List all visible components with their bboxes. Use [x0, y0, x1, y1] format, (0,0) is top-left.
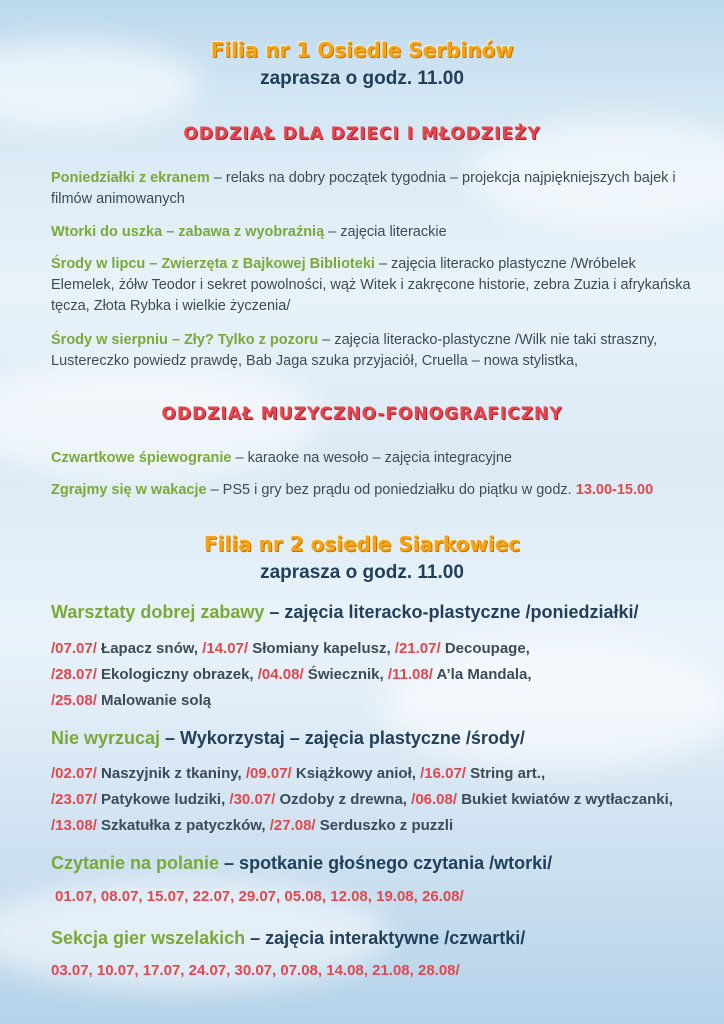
heading-desc: – spotkanie głośnego czytania /wtorki/ — [219, 853, 553, 873]
entry: Słomiany kapelusz, — [248, 640, 395, 657]
entry: Książkowy anioł, — [291, 765, 421, 782]
item-name: Wtorki do uszka – zabawa z wyobraźnią — [51, 224, 325, 240]
item-text: – relaks na dobry początek tygodnia – projekcja najpiękniejszych bajek i filmów animowanych — [51, 170, 676, 207]
item-name: Zgrajmy się w wakacje — [51, 482, 207, 498]
list-item — [51, 254, 691, 317]
list-item — [51, 222, 691, 243]
entry: String art., — [465, 765, 546, 782]
date: /11.08/ — [387, 666, 433, 683]
filia1-title: Filia nr 1 Osiedle Serbinów — [210, 38, 514, 62]
item-text: – PS5 i gry bez prądu od poniedziałku do piątku w godz. — [206, 482, 576, 498]
date: /04.08/ — [257, 666, 304, 683]
item-text: – zajęcia literackie — [324, 224, 447, 240]
music-section-title: ODDZIAŁ MUZYCZNO-FONOGRAFICZNY — [161, 404, 563, 424]
entry: Naszyjnik z tkaniny, — [96, 765, 246, 782]
item-name: Czwartkowe śpiewogranie — [51, 450, 232, 466]
schedule-list — [51, 636, 691, 714]
entry: Decoupage, — [440, 640, 530, 657]
gry-heading — [51, 928, 691, 949]
kids-section-title: ODDZIAŁ DLA DZIECI I MŁODZIEŻY — [183, 124, 541, 144]
item-text: – zajęcia literacko plastyczne /Wróbelek Elemelek, żółw Teodor i sekret powolności, wąż Witek i zakręcone historie, zebra Zuzia i afrykańska tęcza, Złota Rybka i wielkie życzenia/ — [51, 256, 691, 314]
date: /30.07/ — [229, 791, 276, 808]
date: /23.07/ — [51, 791, 97, 808]
schedule-list — [51, 761, 691, 839]
list-item — [51, 330, 691, 372]
entry: Serduszko z puzzli — [315, 817, 454, 834]
czytanie-dates: 01.07, 08.07, 15.07, 22.07, 29.07, 05.08, 12.08, 19.08, 26.08/ — [55, 888, 464, 905]
item-name: Poniedziałki z ekranem — [51, 170, 210, 186]
entry: Ekologiczny obrazek, — [96, 666, 258, 683]
date: /28.07/ — [51, 666, 97, 683]
list-item — [51, 480, 691, 501]
date: /07.07/ — [51, 640, 97, 657]
warsztaty-heading — [51, 602, 691, 623]
heading-name: Czytanie na polanie — [51, 853, 220, 873]
czytanie-heading — [51, 853, 691, 874]
date: /02.07/ — [51, 765, 97, 782]
heading-desc: – Wykorzystaj – zajęcia plastyczne /środy/ — [160, 728, 525, 748]
heading-desc: – zajęcia literacko-plastyczne /poniedziałki/ — [264, 602, 639, 622]
heading-desc: – zajęcia interaktywne /czwartki/ — [245, 928, 526, 948]
heading-name: Warsztaty dobrej zabawy — [51, 602, 265, 622]
entry: Ozdoby z drewna, — [275, 791, 412, 808]
list-item — [51, 168, 691, 210]
entry: Malowanie solą — [96, 692, 212, 709]
filia1-subtitle: zaprasza o godz. 11.00 — [260, 68, 464, 89]
nie-wyrzucaj-heading — [51, 728, 691, 749]
filia2-title: Filia nr 2 osiedle Siarkowiec — [203, 532, 521, 556]
heading-name: Nie wyrzucaj — [51, 728, 161, 748]
entry: Patykowe ludziki, — [96, 791, 230, 808]
entry: A’la Mandala, — [432, 666, 532, 683]
date: /14.07/ — [202, 640, 249, 657]
date: /25.08/ — [51, 692, 97, 709]
list-item — [51, 448, 691, 469]
date: /13.08/ — [51, 817, 97, 834]
entry: Świecznik, — [303, 666, 388, 683]
date: /27.08/ — [269, 817, 316, 834]
item-text: – zajęcia literacko-plastyczne /Wilk nie taki straszny, Lustereczko powiedz prawdę, Bab Jaga szuka przyjaciół, Cruella – nowa stylistka, — [51, 332, 658, 369]
heading-name: Sekcja gier wszelakich — [51, 928, 246, 948]
entry: Łapacz snów, — [96, 640, 203, 657]
entry: Bukiet kwiatów z wytłaczanki, — [457, 791, 673, 808]
date: /06.08/ — [411, 791, 458, 808]
date: /21.07/ — [394, 640, 441, 657]
item-name: Środy w sierpniu – Zły? Tylko z pozoru — [51, 332, 319, 348]
item-text: – karaoke na wesoło – zajęcia integracyjne — [231, 450, 512, 466]
hours: 13.00-15.00 — [575, 482, 654, 498]
date: /09.07/ — [245, 765, 292, 782]
filia2-subtitle: zaprasza o godz. 11.00 — [260, 562, 464, 583]
entry: Szkatułka z patyczków, — [96, 817, 270, 834]
gry-dates: 03.07, 10.07, 17.07, 24.07, 30.07, 07.08, 14.08, 21.08, 28.08/ — [51, 962, 460, 979]
item-name: Środy w lipcu – Zwierzęta z Bajkowej Biblioteki — [51, 256, 375, 272]
date: /16.07/ — [420, 765, 466, 782]
